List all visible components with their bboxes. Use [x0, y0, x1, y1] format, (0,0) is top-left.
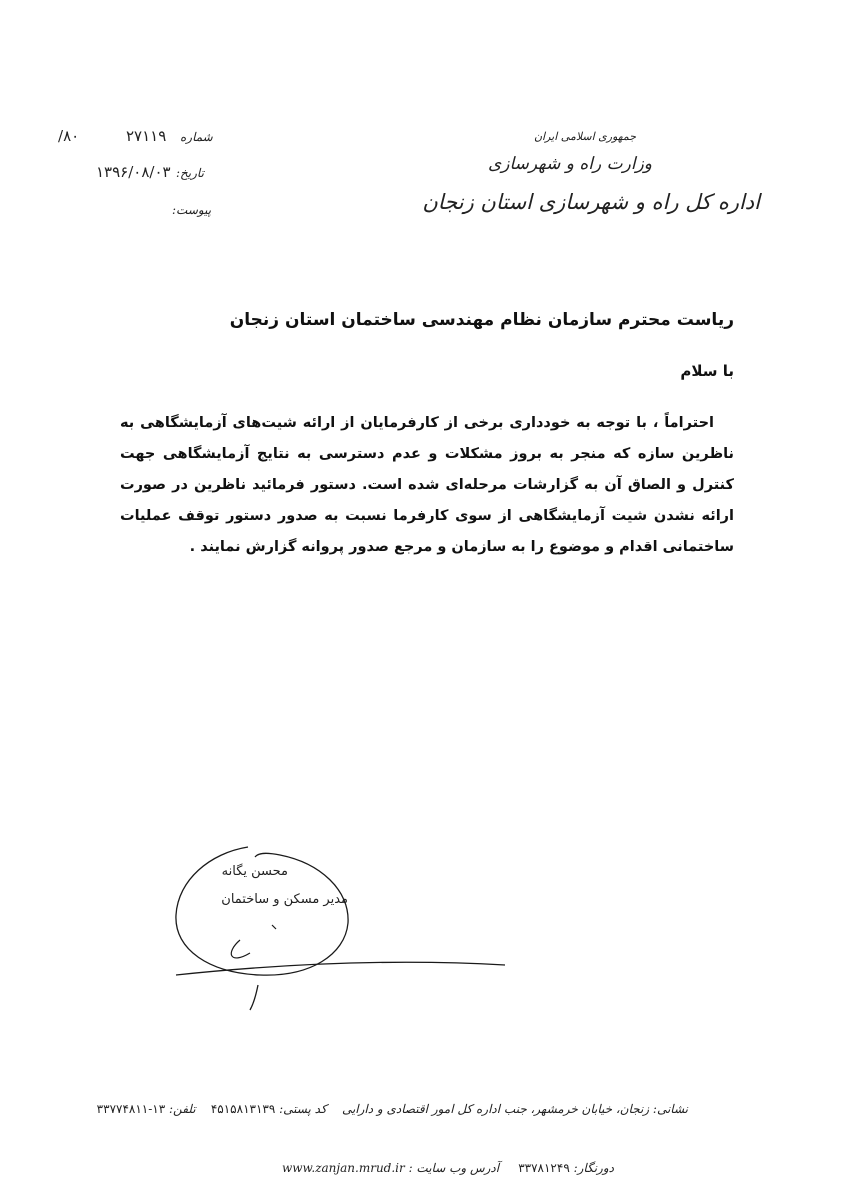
number-suffix: ۸۰/: [58, 127, 80, 145]
footer-address-line: [97, 1102, 688, 1116]
office-label: اداره کل راه و شهرسازی استان زنجان: [422, 190, 760, 214]
footer-postal-code: ۴۵۱۵۸۱۳۱۳۹: [210, 1102, 276, 1116]
footer-fax: ۳۳۷۸۱۲۴۹: [518, 1161, 570, 1175]
footer-address: نشانی: زنجان، خیابان خرمشهر، جنب اداره کل امور اقتصادی و دارایی: [341, 1102, 688, 1116]
republic-label: جمهوری اسلامی ایران: [533, 130, 636, 143]
footer-phone-label: تلفن:: [169, 1102, 196, 1116]
footer-website[interactable]: www.zanjan.mrud.ir: [282, 1161, 405, 1175]
signatory-name: محسن یگانه: [221, 864, 288, 879]
attachment-label: پیوست:: [172, 203, 212, 217]
number-label: شماره: [180, 130, 213, 144]
footer-fax-label: دورنگار:: [573, 1161, 614, 1175]
date-value: ۱۳۹۶/۰۸/۰۳: [96, 163, 171, 181]
date-label: تاریخ:: [176, 166, 204, 180]
footer-phone: ۱۳-۳۳۷۷۴۸۱۱: [96, 1102, 166, 1116]
footer-website-label: آدرس وب سایت :: [408, 1161, 500, 1175]
footer-postal-label: کد پستی:: [279, 1102, 327, 1116]
addressee: ریاست محترم سازمان نظام مهندسی ساختمان استان زنجان: [229, 310, 734, 330]
number-value: ۲۷۱۱۹: [126, 127, 167, 145]
greeting: با سلام: [680, 362, 734, 380]
signatory-title: مدیر مسکن و ساختمان: [221, 892, 348, 907]
letter-body: احتراماً ، با توجه به خودداری برخی از کارفرمایان از ارائه شیت‌های آزمایشگاهی به ناظرین سازه که منجر به بروز مشکلات و عدم دسترسی به نتایج آزمایشگاهی جهت کنترل و الصاق آن به گزارشات مرحله‌ای شده است. دستور فرمائید ناظرین در صورت ارائه نشدن شیت آزمایشگاهی از سوی کارفرما نسبت به صدور دستور توقف عملیات ساختمانی اقدام و موضوع را به سازمان و مرجع صدور پروانه گزارش نمایند .: [120, 415, 734, 555]
ministry-label: وزارت راه و شهرسازی: [487, 154, 652, 174]
footer-contact-line: [282, 1161, 614, 1175]
